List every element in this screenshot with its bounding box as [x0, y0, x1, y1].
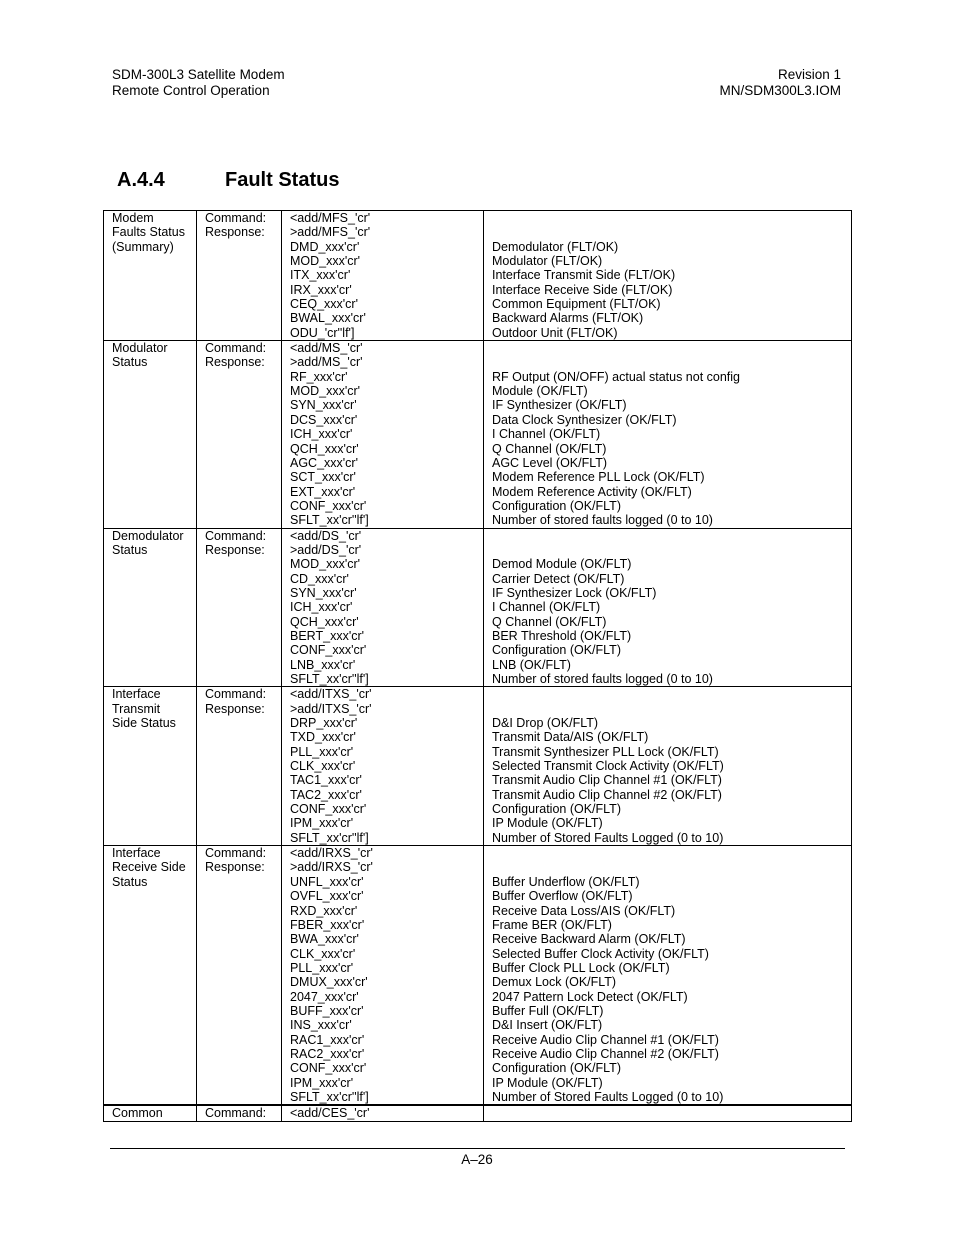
description-line: Backward Alarms (FLT/OK) — [492, 311, 644, 326]
code-line: PLL_xxx'cr' — [290, 744, 354, 759]
description-line: Interface Transmit Side (FLT/OK) — [492, 268, 676, 283]
code-line: CONF_xxx'cr' — [290, 643, 367, 658]
code-line: SCT_xxx'cr' — [290, 470, 356, 485]
code-line: DMUX_xxx'cr' — [290, 975, 368, 990]
code-line: <add/MFS_'cr' — [290, 211, 371, 225]
section-heading — [117, 169, 339, 192]
description-line: Modem Reference PLL Lock (OK/FLT) — [492, 470, 705, 485]
description-line: D&I Insert (OK/FLT) — [492, 1018, 603, 1033]
command-label: Response: — [205, 542, 265, 557]
description-line: Modem Reference Activity (OK/FLT) — [492, 484, 692, 499]
description-cell — [484, 211, 852, 341]
code-line: FBER_xxx'cr' — [290, 917, 365, 932]
description-line: Transmit Data/AIS (OK/FLT) — [492, 730, 649, 745]
description-line — [492, 355, 851, 369]
status-name-cell — [104, 1105, 197, 1121]
description-line — [492, 846, 851, 860]
code-line: SYN_xxx'cr' — [290, 585, 357, 600]
code-line: TAC2_xxx'cr' — [290, 787, 362, 802]
description-line: D&I Drop (OK/FLT) — [492, 716, 599, 731]
code-line: >add/DS_'cr' — [290, 542, 362, 557]
command-label: Response: — [205, 860, 265, 875]
code-line: RF_xxx'cr' — [290, 369, 348, 384]
description-cell — [484, 528, 852, 687]
code-line: IPM_xxx'cr' — [290, 816, 354, 831]
table-row — [104, 211, 852, 341]
code-line: IPM_xxx'cr' — [290, 1075, 354, 1090]
description-line: 2047 Pattern Lock Detect (OK/FLT) — [492, 989, 688, 1004]
code-line: BUFF_xxx'cr' — [290, 1003, 364, 1018]
description-line: Outdoor Unit (FLT/OK) — [492, 325, 618, 340]
description-line: Buffer Clock PLL Lock (OK/FLT) — [492, 960, 670, 975]
status-name-cell — [104, 687, 197, 846]
code-line: CEQ_xxx'cr' — [290, 297, 358, 312]
code-line: CONF_xxx'cr' — [290, 802, 367, 817]
command-label: Command: — [205, 687, 267, 702]
description-line: Data Clock Synthesizer (OK/FLT) — [492, 412, 677, 427]
code-line: >add/MFS_'cr' — [290, 225, 371, 240]
code-line: DMD_xxx'cr' — [290, 239, 360, 254]
description-cell — [484, 1105, 852, 1121]
status-name-cell — [104, 341, 197, 528]
code-line: >add/MS_'cr' — [290, 355, 363, 370]
description-line: Number of Stored Faults Logged (0 to 10) — [492, 1089, 724, 1104]
description-line: Number of Stored Faults Logged (0 to 10) — [492, 830, 724, 845]
header-revision: Revision 1 — [777, 67, 841, 82]
status-name-cell — [104, 846, 197, 1106]
status-name-line: Modem — [112, 211, 154, 225]
description-line: Q Channel (OK/FLT) — [492, 441, 607, 456]
header-subtitle: Remote Control Operation — [112, 83, 270, 98]
code-line: AGC_xxx'cr' — [290, 455, 358, 470]
code-line: TXD_xxx'cr' — [290, 730, 356, 745]
description-line: IP Module (OK/FLT) — [492, 816, 603, 831]
status-name-line: Demodulator — [112, 528, 184, 543]
code-line: QCH_xxx'cr' — [290, 441, 359, 456]
command-label-cell — [197, 211, 282, 341]
status-name-line: Faults Status — [112, 225, 185, 240]
description-line: I Channel (OK/FLT) — [492, 600, 601, 615]
code-cell — [282, 341, 484, 528]
command-label-cell — [197, 528, 282, 687]
table-row — [104, 846, 852, 1106]
status-name-line: Common — [112, 1106, 163, 1121]
description-line: Module (OK/FLT) — [492, 384, 588, 399]
description-line: Receive Backward Alarm (OK/FLT) — [492, 932, 686, 947]
fault-status-table — [103, 210, 852, 1122]
description-line: Demodulator (FLT/OK) — [492, 239, 619, 254]
description-line — [492, 211, 851, 225]
description-line: Configuration (OK/FLT) — [492, 1061, 621, 1076]
description-line: Common Equipment (FLT/OK) — [492, 297, 661, 312]
code-line: 2047_xxx'cr' — [290, 989, 359, 1004]
code-line: PLL_xxx'cr' — [290, 960, 354, 975]
command-label-cell — [197, 846, 282, 1106]
description-line — [492, 687, 851, 701]
status-name-line: Status — [112, 355, 148, 370]
status-name-line: Interface — [112, 687, 161, 702]
description-line: Interface Receive Side (FLT/OK) — [492, 282, 673, 297]
description-line: Modulator (FLT/OK) — [492, 254, 603, 269]
code-line: CLK_xxx'cr' — [290, 759, 356, 774]
command-label-cell — [197, 687, 282, 846]
description-line — [492, 341, 851, 355]
code-line: INS_xxx'cr' — [290, 1018, 352, 1033]
code-line: <add/MS_'cr' — [290, 341, 363, 356]
command-label: Command: — [205, 528, 267, 543]
code-cell — [282, 528, 484, 687]
table-row — [104, 341, 852, 528]
code-line: IRX_xxx'cr' — [290, 282, 352, 297]
description-line: Demod Module (OK/FLT) — [492, 557, 632, 572]
code-line: SFLT_xx'cr''lf'] — [290, 513, 369, 528]
description-line: Receive Audio Clip Channel #2 (OK/FLT) — [492, 1046, 719, 1061]
code-line: SYN_xxx'cr' — [290, 398, 357, 413]
code-cell — [282, 1105, 484, 1121]
code-line: <add/CES_'cr' — [290, 1106, 370, 1121]
code-line: >add/ITXS_'cr' — [290, 701, 372, 716]
section-title: Fault Status — [225, 169, 340, 191]
description-cell — [484, 687, 852, 846]
description-line: Carrier Detect (OK/FLT) — [492, 571, 625, 586]
code-line: ICH_xxx'cr' — [290, 427, 353, 442]
description-line: Number of stored faults logged (0 to 10) — [492, 513, 713, 528]
code-line: CD_xxx'cr' — [290, 571, 349, 586]
description-line — [492, 702, 851, 716]
table-row — [104, 1105, 852, 1121]
code-line: QCH_xxx'cr' — [290, 614, 359, 629]
status-name-line: Status — [112, 874, 148, 889]
code-line: MOD_xxx'cr' — [290, 254, 361, 269]
description-line: IF Synthesizer (OK/FLT) — [492, 398, 627, 413]
header-doc-number: MN/SDM300L3.IOM — [719, 83, 841, 98]
description-line — [492, 529, 851, 543]
command-label-cell — [197, 341, 282, 528]
description-line — [492, 225, 851, 239]
description-line: RF Output (ON/OFF) actual status not config — [492, 369, 741, 384]
page-header-left — [112, 67, 285, 99]
code-line: SFLT_xx'cr''lf'] — [290, 830, 369, 845]
status-name-line: Receive Side — [112, 860, 186, 875]
description-line: LNB (OK/FLT) — [492, 657, 571, 672]
code-line: RAC1_xxx'cr' — [290, 1032, 365, 1047]
code-line: SFLT_xx'cr''lf'] — [290, 1089, 369, 1104]
description-line: Configuration (OK/FLT) — [492, 643, 621, 658]
status-name-line: (Summary) — [112, 239, 174, 254]
description-line: Frame BER (OK/FLT) — [492, 917, 612, 932]
code-line: UNFL_xxx'cr' — [290, 874, 364, 889]
code-line: LNB_xxx'cr' — [290, 657, 356, 672]
status-name-line: Side Status — [112, 716, 176, 731]
code-line: DRP_xxx'cr' — [290, 716, 358, 731]
description-line — [492, 860, 851, 874]
description-line: Transmit Audio Clip Channel #2 (OK/FLT) — [492, 787, 722, 802]
code-line: ITX_xxx'cr' — [290, 268, 351, 283]
description-line: Buffer Overflow (OK/FLT) — [492, 889, 633, 904]
status-name-line: Status — [112, 542, 148, 557]
description-line: Transmit Synthesizer PLL Lock (OK/FLT) — [492, 744, 719, 759]
description-line: Buffer Full (OK/FLT) — [492, 1003, 604, 1018]
code-line: RAC2_xxx'cr' — [290, 1046, 365, 1061]
description-line: Selected Transmit Clock Activity (OK/FLT) — [492, 759, 724, 774]
code-line: SFLT_xx'cr''lf'] — [290, 672, 369, 686]
command-label: Command: — [205, 846, 267, 861]
code-line: >add/IRXS_'cr' — [290, 860, 373, 875]
description-line — [492, 543, 851, 557]
section-number: A.4.4 — [117, 169, 165, 191]
code-line: <add/ITXS_'cr' — [290, 687, 372, 702]
description-line: Buffer Underflow (OK/FLT) — [492, 874, 640, 889]
code-cell — [282, 846, 484, 1106]
command-label: Command: — [205, 211, 267, 225]
description-line: Receive Data Loss/AIS (OK/FLT) — [492, 903, 676, 918]
table-row — [104, 528, 852, 687]
code-line: BERT_xxx'cr' — [290, 628, 364, 643]
code-line: OVFL_xxx'cr' — [290, 889, 364, 904]
code-line: <add/IRXS_'cr' — [290, 846, 373, 861]
status-name-cell — [104, 211, 197, 341]
header-title: SDM-300L3 Satellite Modem — [112, 67, 285, 82]
code-line: ICH_xxx'cr' — [290, 600, 353, 615]
description-cell — [484, 846, 852, 1106]
code-line: TAC1_xxx'cr' — [290, 773, 362, 788]
code-line: CONF_xxx'cr' — [290, 1061, 367, 1076]
code-line: EXT_xxx'cr' — [290, 484, 356, 499]
command-label: Response: — [205, 225, 265, 240]
page-number: A–26 — [461, 1152, 493, 1167]
description-line: Receive Audio Clip Channel #1 (OK/FLT) — [492, 1032, 719, 1047]
description-line: IF Synthesizer Lock (OK/FLT) — [492, 585, 657, 600]
description-line: IP Module (OK/FLT) — [492, 1075, 603, 1090]
description-line: Configuration (OK/FLT) — [492, 802, 621, 817]
command-label: Response: — [205, 355, 265, 370]
code-line: MOD_xxx'cr' — [290, 384, 361, 399]
description-line: I Channel (OK/FLT) — [492, 427, 601, 442]
description-cell — [484, 341, 852, 528]
command-label: Command: — [205, 1106, 267, 1121]
code-cell — [282, 211, 484, 341]
description-line: Number of stored faults logged (0 to 10) — [492, 672, 713, 686]
description-line: Demux Lock (OK/FLT) — [492, 975, 617, 990]
description-line: Transmit Audio Clip Channel #1 (OK/FLT) — [492, 773, 722, 788]
footer-rule — [110, 1148, 845, 1149]
table-row — [104, 687, 852, 846]
description-line: Q Channel (OK/FLT) — [492, 614, 607, 629]
description-line: Configuration (OK/FLT) — [492, 498, 621, 513]
code-line: RXD_xxx'cr' — [290, 903, 358, 918]
code-cell — [282, 687, 484, 846]
code-line: BWAL_xxx'cr' — [290, 311, 366, 326]
description-line: Selected Buffer Clock Activity (OK/FLT) — [492, 946, 709, 961]
code-line: <add/DS_'cr' — [290, 528, 362, 543]
status-name-line: Interface — [112, 846, 161, 861]
code-line: ODU_'cr''lf'] — [290, 325, 355, 340]
code-line: BWA_xxx'cr' — [290, 932, 359, 947]
code-line: CLK_xxx'cr' — [290, 946, 356, 961]
command-label-cell — [197, 1105, 282, 1121]
status-name-line: Modulator — [112, 341, 168, 356]
code-line: MOD_xxx'cr' — [290, 557, 361, 572]
description-line: BER Threshold (OK/FLT) — [492, 628, 632, 643]
page-header-right — [719, 67, 841, 99]
status-name-line: Transmit — [112, 701, 161, 716]
status-name-cell — [104, 528, 197, 687]
command-label: Command: — [205, 341, 267, 356]
code-line: CONF_xxx'cr' — [290, 498, 367, 513]
description-line: AGC Level (OK/FLT) — [492, 455, 608, 470]
code-line: DCS_xxx'cr' — [290, 412, 358, 427]
command-label: Response: — [205, 701, 265, 716]
